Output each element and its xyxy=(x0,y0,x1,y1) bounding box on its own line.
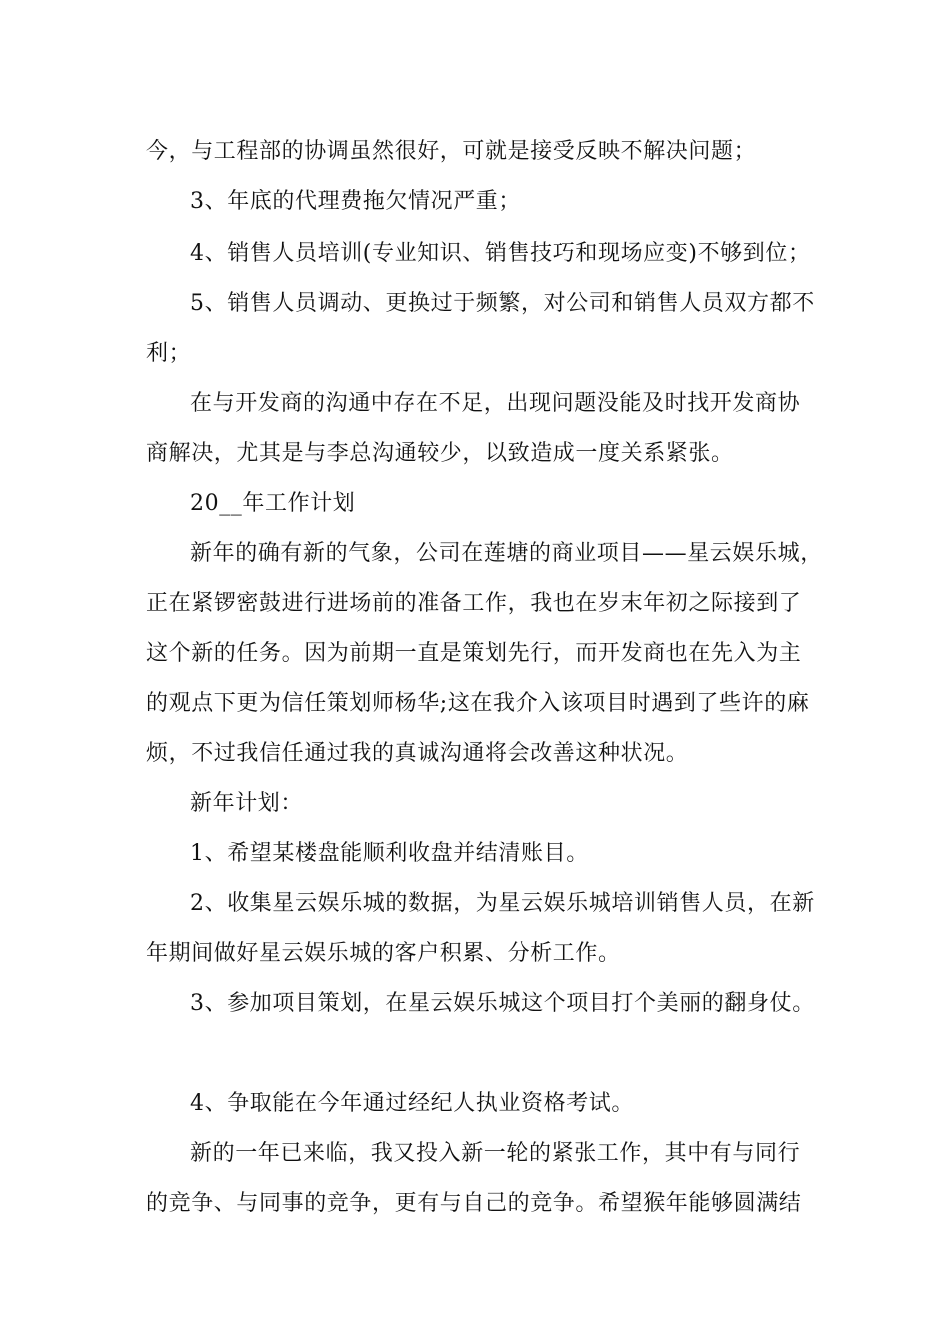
paragraph-line: 在与开发商的沟通中存在不足，出现问题没能及时找开发商协 xyxy=(190,391,801,416)
text-line: 的观点下更为信任策划师杨华;这在我介入该项目时遇到了些许的麻 xyxy=(146,691,810,716)
text-line: 利； xyxy=(146,341,192,366)
list-item: 3、参加项目策划，在星云娱乐城这个项目打个美丽的翻身仗。 xyxy=(190,991,815,1016)
text-line: 年期间做好星云娱乐城的客户积累、分析工作。 xyxy=(146,941,621,966)
section-heading: 新年计划： xyxy=(190,791,304,816)
text-line: 正在紧锣密鼓进行进场前的准备工作，我也在岁末年初之际接到了 xyxy=(146,591,802,616)
list-item: 1、希望某楼盘能顺利收盘并结清账目。 xyxy=(190,841,589,866)
list-item: 4、销售人员培训(专业知识、销售技巧和现场应变)不够到位； xyxy=(190,241,811,266)
text-line: 这个新的任务。因为前期一直是策划先行，而开发商也在先入为主 xyxy=(146,641,802,666)
paragraph-line: 新年的确有新的气象，公司在莲塘的商业项目——星云娱乐城， xyxy=(190,541,823,566)
list-item: 4、争取能在今年通过经纪人执业资格考试。 xyxy=(190,1091,634,1116)
list-item: 5、销售人员调动、更换过于频繁，对公司和销售人员双方都不 xyxy=(190,291,815,316)
text-line: 今，与工程部的协调虽然很好，可就是接受反映不解决问题； xyxy=(146,139,757,164)
list-item: 3、年底的代理费拖欠情况严重； xyxy=(190,189,521,214)
section-heading: 20__年工作计划 xyxy=(190,491,356,516)
paragraph-line: 新的一年已来临，我又投入新一轮的紧张工作，其中有与同行 xyxy=(190,1141,801,1166)
text-line: 烦，不过我信任通过我的真诚沟通将会改善这种状况。 xyxy=(146,741,689,766)
list-item: 2、收集星云娱乐城的数据，为星云娱乐城培训销售人员，在新 xyxy=(190,891,815,916)
text-line: 的竞争、与同事的竞争，更有与自己的竞争。希望猴年能够圆满结 xyxy=(146,1191,802,1216)
text-line: 商解决，尤其是与李总沟通较少，以致造成一度关系紧张。 xyxy=(146,441,734,466)
